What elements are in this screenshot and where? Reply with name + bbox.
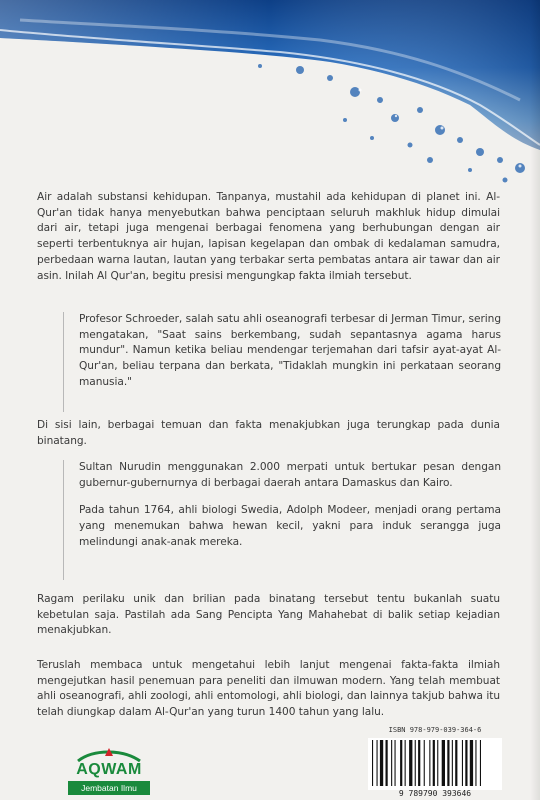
barcode-bar xyxy=(429,740,430,786)
spine-shadow xyxy=(530,0,540,800)
barcode-bar xyxy=(442,740,445,786)
intro-paragraph: Air adalah substansi kehidupan. Tanpanya, mustahil ada kehidupan di planet ini. Al-Qur'an tidak hanya menyebutkan bahwa penciptaan seluruh makhluk hidup dimulai dari air, tetapi juga mengenai berbagai fenomena yang berhubungan dengan air seperti terbentuknya air hujan, lapisan kegelapan dan ombak di kedalaman samudra, perbedaan warna lautan, lautan yang terbakar serta pembatas antara air tawar dan air asin. Inilah Al Qur'an, begitu presisi mengungkap fakta ilmiah tersebut. xyxy=(37,191,500,282)
barcode-bar xyxy=(433,740,435,786)
quote-box-animal-facts xyxy=(63,460,504,580)
barcode-bar xyxy=(462,740,463,786)
barcode-bar xyxy=(475,740,476,786)
quote-schroeder: Profesor Schroeder, salah satu ahli oseanografi terbesar di Jerman Timur, sering mengatakan, "Saat sains berkembang, sudah sepantasnya agama harus mundur". Namun ketika beliau mendengar terjemahan dari tafsir ayat-ayat Al-Qur'an, beliau terpana dan berkata, "Tidaklah mungkin ini perkataan seorang manusia." xyxy=(79,313,501,388)
barcode-bar xyxy=(447,740,449,786)
water-splash-image xyxy=(0,0,540,190)
barcode-bar xyxy=(395,740,396,786)
barcode-bar xyxy=(372,740,373,786)
barcode-bar xyxy=(424,740,425,786)
fact-insects: Pada tahun 1764, ahli biologi Swedia, Adolph Modeer, menjadi orang pertama yang menemukan bahwa hewan kecil, yakni para induk serangga juga melindungi anak-anak mereka. xyxy=(79,504,501,548)
fact-pigeons: Sultan Nurudin menggunakan 2.000 merpati untuk bertukar pesan dengan gubernur-gubernurnya di berbagai daerah antara Damaskus dan Kairo. xyxy=(79,461,501,489)
animal-world-paragraph: Di sisi lain, berbagai temuan dan fakta menakjubkan juga terungkap pada dunia binatang. xyxy=(37,419,500,447)
barcode-bar xyxy=(480,740,481,786)
barcode-bar xyxy=(418,740,420,786)
barcode-bar xyxy=(405,740,406,786)
barcode-bar xyxy=(391,740,392,786)
barcode-bar xyxy=(437,740,438,786)
publisher-logo xyxy=(68,746,150,796)
barcode-bar xyxy=(415,740,416,786)
barcode-bar xyxy=(386,740,388,786)
isbn-label: ISBN 978-979-039-364-6 xyxy=(388,726,482,734)
publisher-tagline: Jembatan Ilmu xyxy=(68,781,150,795)
barcode-bar xyxy=(452,740,453,786)
barcode-bar xyxy=(465,740,467,786)
barcode-bar xyxy=(470,740,473,786)
barcode-bar xyxy=(380,740,383,786)
barcode-bar xyxy=(377,740,378,786)
creator-paragraph: Ragam perilaku unik dan brilian pada binatang tersebut tentu bukanlah suatu kebetulan saja. Pastilah ada Sang Pencipta Yang Mahahebat di balik setiap kejadian menakjubkan. xyxy=(37,593,500,637)
publisher-name: AQWAM xyxy=(76,761,142,778)
barcode-bar xyxy=(400,740,402,786)
quote-box-schroeder xyxy=(63,312,504,412)
barcode-bar xyxy=(409,740,412,786)
isbn-barcode xyxy=(368,738,502,790)
barcode-bar xyxy=(455,740,457,786)
barcode-number: 9 789790 393646 xyxy=(398,789,472,798)
closing-paragraph: Teruslah membaca untuk mengetahui lebih lanjut mengenai fakta-fakta ilmiah mengejutkan hasil penemuan para peneliti dan ilmuwan modern. Yang telah membuat ahli oseanografi, ahli zoologi, ahli entomologi, ahli biologi, dan lainnya takjub bahwa itu telah diungkap dalam Al-Qur'an yang turun 1400 tahun yang lalu. xyxy=(37,659,500,719)
